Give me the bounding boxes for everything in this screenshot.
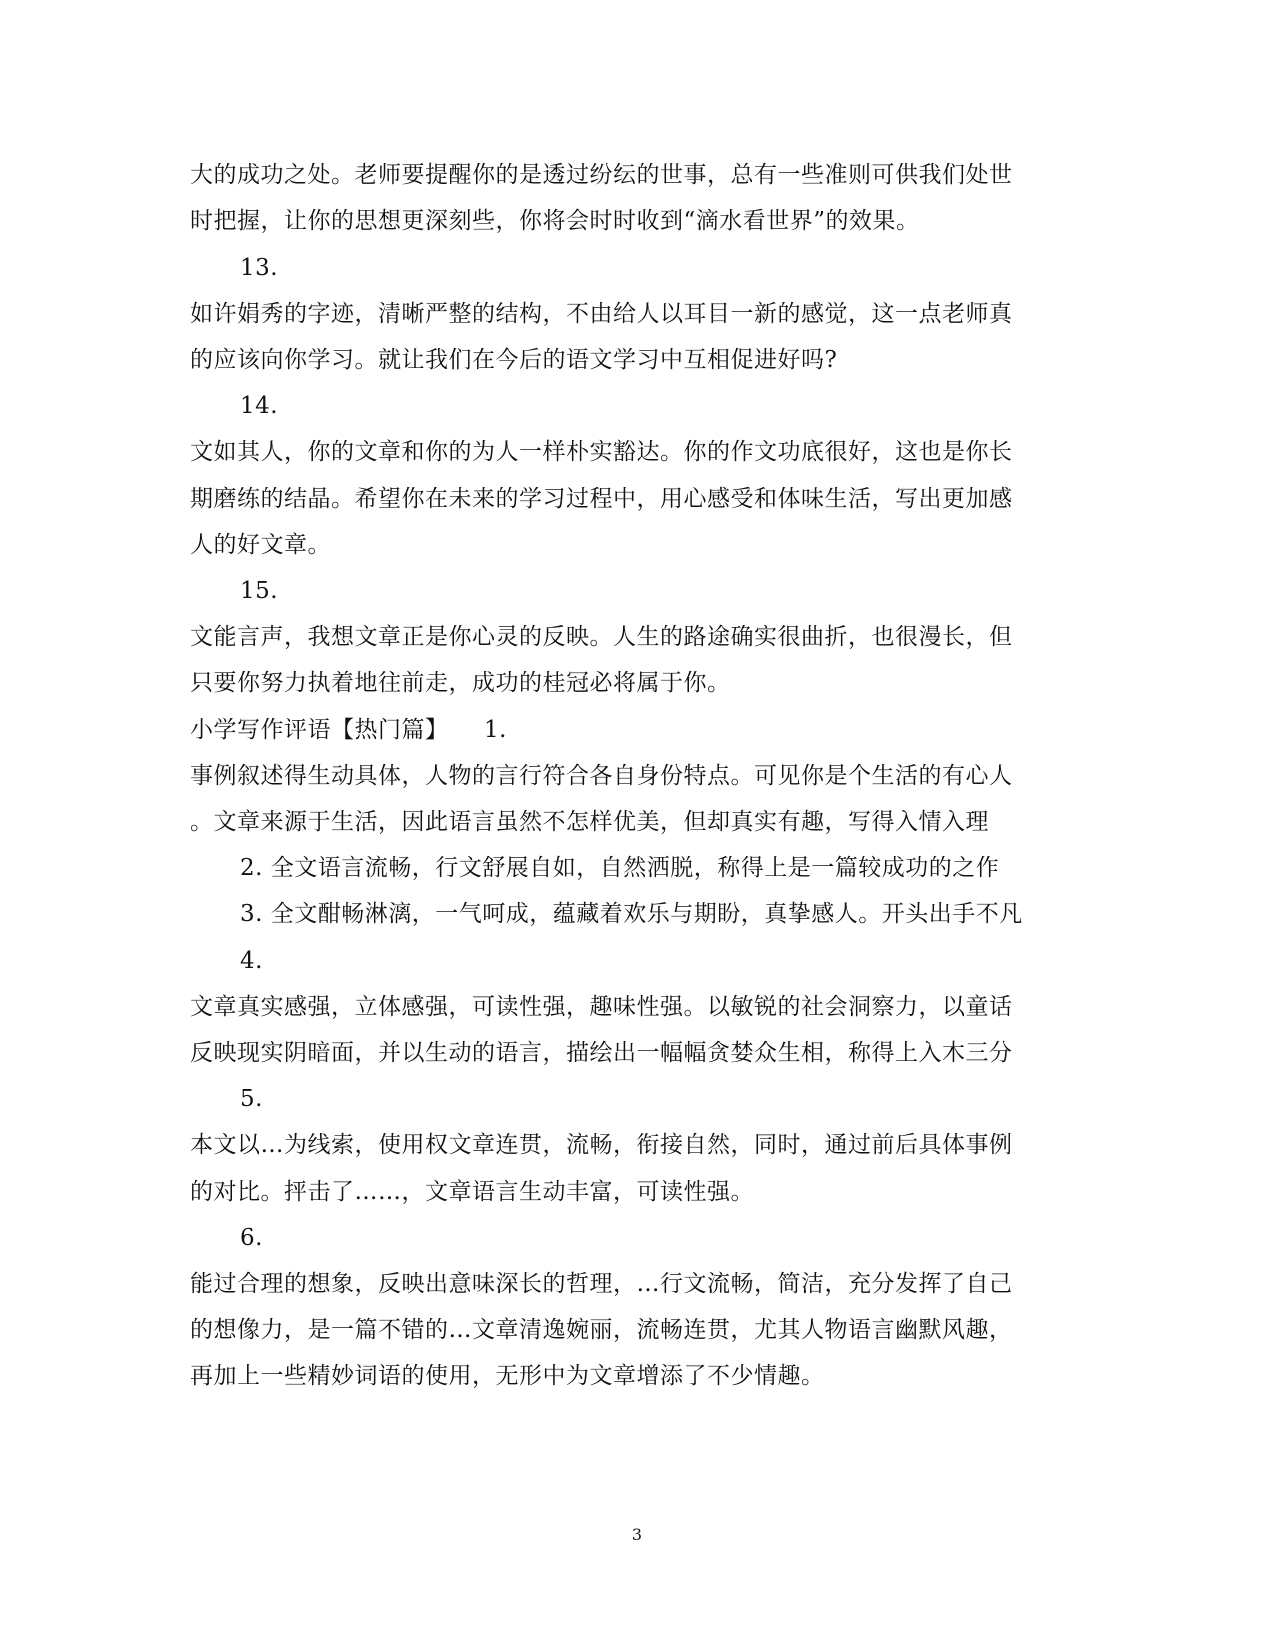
text-line: 大的成功之处。老师要提醒你的是透过纷纭的世事，总有一些准则可供我们处世	[190, 162, 1013, 188]
text-line: 能过合理的想象，反映出意味深长的哲理，…行文流畅，简洁，充分发挥了自己	[190, 1271, 1013, 1297]
item-number: 14.	[240, 393, 279, 419]
item-number: 6.	[240, 1225, 263, 1251]
text-line: 的对比。抨击了……，文章语言生动丰富，可读性强。	[190, 1179, 754, 1205]
text-line: 如许娟秀的字迹，清晰严整的结构，不由给人以耳目一新的感觉，这一点老师真	[190, 301, 1013, 327]
item-number: 15.	[240, 578, 279, 604]
text-line: 本文以…为线索，使用权文章连贯，流畅，衔接自然，同时，通过前后具体事例	[190, 1132, 1013, 1158]
text-line: 期磨练的结晶。希望你在未来的学习过程中，用心感受和体味生活，写出更加感	[190, 486, 1013, 512]
text-line: 文章真实感强，立体感强，可读性强，趣味性强。以敏锐的社会洞察力，以童话	[190, 994, 1013, 1020]
text-line: 2. 全文语言流畅，行文舒展自如，自然洒脱，称得上是一篇较成功的之作	[240, 855, 1000, 881]
text-line: 人的好文章。	[190, 532, 331, 558]
text-line: 再加上一些精妙词语的使用，无形中为文章增添了不少情趣。	[190, 1363, 825, 1389]
text-line: 的想像力，是一篇不错的…文章清逸婉丽，流畅连贯，尤其人物语言幽默风趣，	[190, 1317, 1013, 1343]
text-line: 时把握，让你的思想更深刻些，你将会时时收到“滴水看世界”的效果。	[190, 208, 920, 234]
text-line: 的应该向你学习。就让我们在今后的语文学习中互相促进好吗?	[190, 347, 838, 373]
item-number: 5.	[240, 1086, 263, 1112]
item-number: 13.	[240, 255, 279, 281]
text-line: 事例叙述得生动具体，人物的言行符合各自身份特点。可见你是个生活的有心人	[190, 763, 1013, 789]
text-line: 文能言声，我想文章正是你心灵的反映。人生的路途确实很曲折，也很漫长，但	[190, 624, 1013, 650]
text-line: 。文章来源于生活，因此语言虽然不怎样优美，但却真实有趣，写得入情入理	[190, 809, 989, 835]
page-number: 3	[631, 1525, 643, 1544]
text-line: 只要你努力执着地往前走，成功的桂冠必将属于你。	[190, 670, 731, 696]
section-heading: 小学写作评语【热门篇】 1.	[190, 717, 507, 743]
text-line: 文如其人，你的文章和你的为人一样朴实豁达。你的作文功底很好，这也是你长	[190, 439, 1013, 465]
item-number: 4.	[240, 948, 263, 974]
text-line: 反映现实阴暗面，并以生动的语言，描绘出一幅幅贪婪众生相，称得上入木三分	[190, 1040, 1013, 1066]
text-line: 3. 全文酣畅淋漓，一气呵成，蕴藏着欢乐与期盼，真挚感人。开头出手不凡	[240, 901, 1023, 927]
